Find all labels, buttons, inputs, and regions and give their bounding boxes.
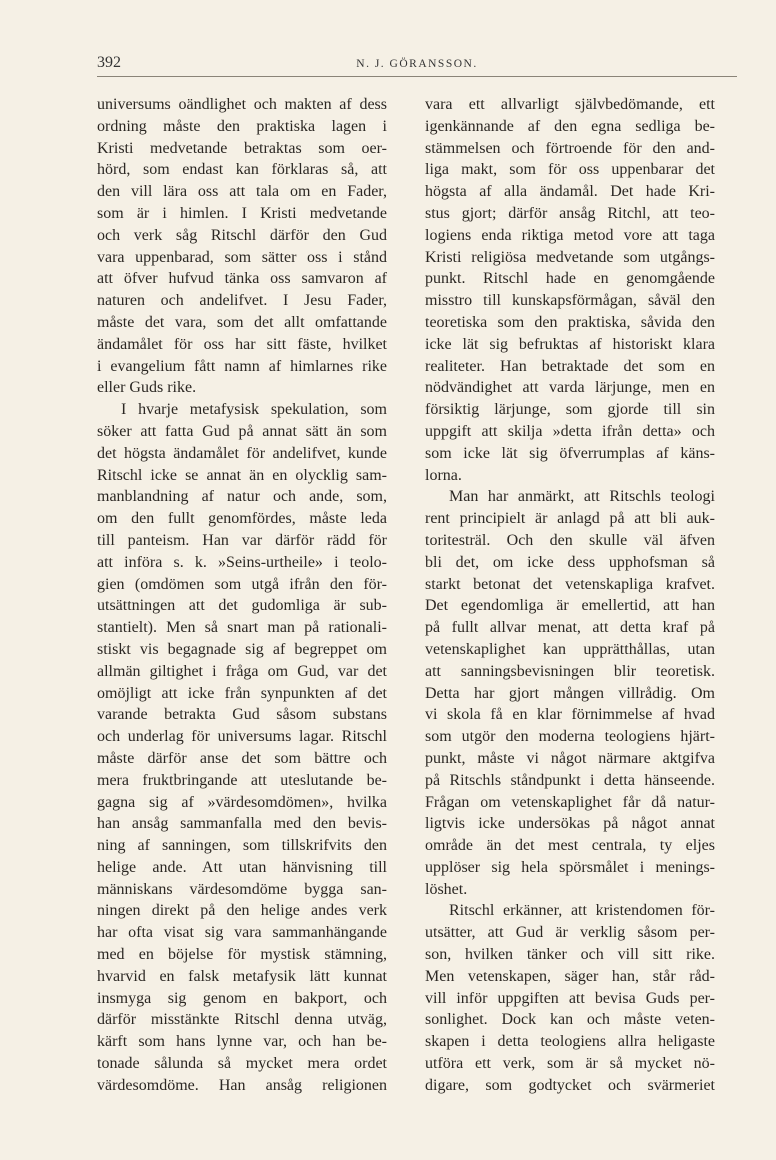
text-line: den vill lära oss att tala om en Fader, [97,183,387,201]
page-number: 392 [97,54,121,71]
text-line: gagna sig af »värdesomdömen», hvilka [97,793,387,811]
text-line: misstro till kunskapsförmågan, såväl den [425,292,715,310]
text-line: allmän giltighet i fråga om Gud, var det [97,662,387,680]
text-line: utsättningen att det gudomliga är sub- [97,597,387,615]
text-line: varande betrakta Gud såsom substans [97,706,387,724]
text-line: insmyga sig genom en bakport, och [97,989,387,1007]
text-line: löshet. [425,880,468,898]
text-line: utföra ett verk, som är så mycket nö- [425,1055,715,1073]
text-line: teoretiska som den praktiska, såvida den [425,313,715,331]
text-line: på Ritschls ståndpunkt i detta hänseende. [425,771,715,789]
right-column [425,94,715,1097]
text-line: icke lät sig befruktas af historiskt klara [425,335,715,353]
text-line: stus gjort; därför ansåg Ritchl, att teo- [425,204,715,222]
text-line: och verk såg Ritschl därför den Gud [97,226,387,244]
text-line: punkt, måste vi något närmare aktgifva [425,749,715,767]
text-line: mera fruktbringande att uteslutande be- [97,771,387,789]
text-line: Kristi religiösa medvetande som utgångs- [425,248,715,266]
text-line: vetenskaplighet kan upprätthållas, utan [425,640,715,658]
text-line: söker att fatta Gud på annat sätt än som [97,422,387,440]
text-line: I hvarje metafysisk spekulation, som [121,401,387,419]
text-line: igenkännande af den egna sedliga be- [425,117,715,135]
text-line: Det egendomliga är emellertid, att han [425,597,715,615]
text-line: liga makt, som för oss uppenbarar det [425,161,715,179]
text-line: universums oändlighet och makten af dess [97,96,387,113]
text-line: om den fullt genomfördes, måste leda [97,510,387,528]
text-line: i evangelium fått namn af himlarnes rike [97,357,387,375]
text-line: naturen och andelifvet. I Jesu Fader, [97,292,387,310]
text-line: toritesträl. Och den skulle väl äfven [425,531,715,549]
text-line: Men vetenskapen, säger han, står råd- [425,967,715,985]
text-line: område än det mest centrala, ty eljes [425,837,715,855]
text-line: måste därför anse det som bättre och [97,749,387,767]
text-line: realiteter. Han betraktade det som en [425,357,715,375]
text-line: sonlighet. Dock kan och måste veten- [425,1011,715,1029]
text-line: människans värdesomdöme bygga san- [97,880,387,898]
text-line: hörd, som endast kan förklaras så, att [97,161,387,179]
text-line: tonade sålunda så mycket mera ordet [97,1055,387,1073]
text-line: högsta af alla ändamål. Det hade Kri- [425,183,715,201]
text-line: vill inför uppgiften att bevisa Guds per- [425,989,715,1007]
text-line: till panteism. Han var därför rädd för [97,531,387,549]
text-line: ordning måste den praktiska lagen i [97,117,387,135]
text-line: att öfver hufvud tänka oss samvaron af [97,270,387,288]
text-line: måste det vara, som det allt omfattande [97,313,387,331]
text-line: gien (omdömen som utgå ifrån den för- [97,575,387,593]
text-line: manblandning af natur och ande, som, [97,488,387,506]
text-line: punkt. Ritschl hade en genomgående [425,270,715,288]
text-line: vara uppenbarad, som sätter oss i stånd [97,248,387,266]
text-line: rent principielt är anlagd på att bli auk- [425,510,715,528]
header-rule [97,76,737,77]
text-line: Man har anmärkt, att Ritschls teologi [449,488,715,506]
text-line: vara ett allvarligt självbedömande, ett [425,96,715,113]
text-line: lorna. [425,466,462,484]
text-line: har ofta visat sig vara sammanhängande [97,924,387,942]
text-line: digare, som godtycket och svärmeriet [425,1076,715,1094]
text-line: stämmelsen och förtroende för den and- [425,139,715,157]
text-line: Ritschl icke se annat än en olycklig sam- [97,466,387,484]
page-header [97,54,737,76]
text-line: nödvändighet att varda lärjunge, men en [425,379,715,397]
text-line: att införa s. k. »Seins-urtheile» i teolo- [97,553,387,571]
text-line: som icke lät sig öfverrumplas af käns- [425,444,715,462]
text-line: hvarvid en falsk metafysik lätt kunnat [97,967,387,985]
text-line: helige ande. Att utan hänvisning till [97,858,387,876]
text-line: uppgift att skilja »detta ifrån detta» och [425,422,715,440]
text-line: han ansåg sammanfalla med den bevis- [97,815,387,833]
text-line: Detta har gjort mången villrådig. Om [425,684,715,702]
text-line: starkt betonat det vetenskapliga krafvet. [425,575,715,593]
text-line: Frågan om vetenskaplighet får då natur- [425,793,715,811]
text-line: med en böjelse för mystisk stämning, [97,946,387,964]
text-line: skapen i detta teologiens allra heligaste [425,1033,715,1051]
text-line: eller Guds rike. [97,379,197,397]
text-line: Kristi medvetande betraktas som oer- [97,139,387,157]
text-line: bli det, om icke dess upphofsman så [425,553,715,571]
text-line: upplöser sig hela spörsmålet i menings- [425,858,715,876]
text-line: kärft som hans lynne var, och han be- [97,1033,387,1051]
text-line: stantielt). Men så snart man på rationali- [97,619,387,637]
left-column [97,94,387,1097]
text-line: omöjligt att icke från synpunkten af det [97,684,387,702]
text-line: det högsta ändamålet för andelifvet, kunde [97,444,387,462]
text-line: och underlag för universums lagar. Ritschl [97,728,387,746]
text-line: ning af sanningen, som tillskrifvits den [97,837,387,855]
text-line: därför misstänkte Ritschl denna utväg, [97,1011,387,1029]
text-line: att sanningsbevisningen blir teoretisk. [425,662,715,680]
text-line: på fullt allvar menat, att detta kraf på [425,619,715,637]
text-line: logiens enda riktiga metod vore att taga [425,226,715,244]
running-head: N. J. GÖRANSSON. [356,58,478,70]
text-line: ändamålet för oss har sitt fäste, hvilket [97,335,387,353]
text-line: son, hvilken tänker och vill sitt rike. [425,946,715,964]
text-line: försiktig lärjunge, som gjorde till sin [425,401,715,419]
text-line: som utgör den moderna teologiens hjärt- [425,728,715,746]
text-line: ligtvis icke undersökas på något annat [425,815,715,833]
text-line: utsätter, att Gud är verklig såsom per- [425,924,715,942]
text-line: stiskt vis begagnade sig af begreppet om [97,640,387,658]
text-line: värdesomdöme. Han ansåg religionen [97,1076,387,1094]
text-line: Ritschl erkänner, att kristendomen för- [449,902,715,920]
text-line: som är i himlen. I Kristi medvetande [97,204,387,222]
text-line: ningen direkt på den helige andes verk [97,902,387,920]
text-line: vi skola få en klar förnimmelse af hvad [425,706,715,724]
